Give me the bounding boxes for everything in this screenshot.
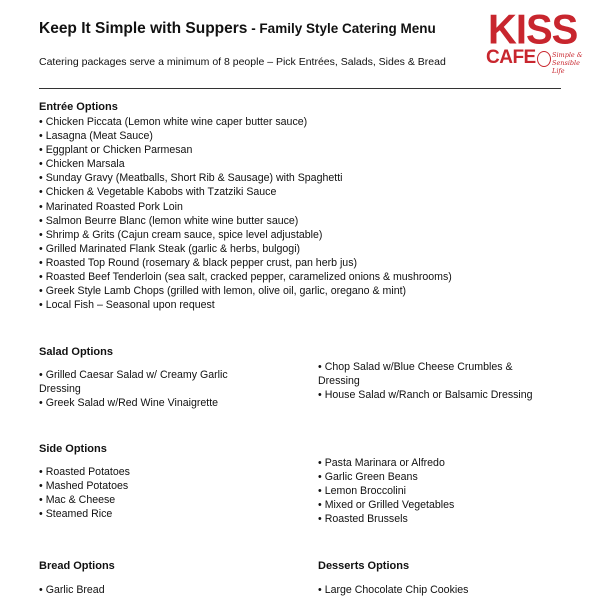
desserts-section-title: Desserts Options: [318, 560, 410, 572]
bullet-icon: •: [39, 494, 43, 507]
list-item: [39, 129, 579, 143]
bullet-icon: •: [39, 214, 43, 227]
list-item: [39, 157, 579, 171]
logo-heart-icon: [537, 51, 551, 67]
list-item-text: Chicken Piccata (Lemon white wine caper butter sauce): [45, 116, 308, 128]
list-item-text: Chop Salad w/Blue Cheese Crumbles & Dressing: [318, 361, 513, 388]
subtitle: Catering packages serve a minimum of 8 people – Pick Entrées, Salads, Sides & Bread: [39, 56, 446, 68]
salad-list-right: [318, 360, 538, 402]
list-item: [39, 396, 251, 410]
bullet-icon: •: [39, 508, 43, 521]
side-section-title: Side Options: [39, 443, 107, 455]
bullet-icon: •: [39, 466, 43, 478]
list-item-text: Chicken & Vegetable Kabobs with Tzatziki Sauce: [45, 186, 277, 199]
list-item: [39, 507, 239, 521]
bullet-icon: •: [318, 361, 322, 373]
bullet-icon: •: [39, 130, 43, 143]
list-item: [39, 185, 579, 199]
logo-kiss-text: KISS: [488, 6, 578, 54]
list-item-text: Steamed Rice: [45, 508, 113, 521]
list-item-text: House Salad w/Ranch or Balsamic Dressing: [324, 389, 533, 402]
list-item: [39, 228, 579, 242]
list-item-text: Local Fish – Seasonal upon request: [45, 299, 215, 312]
list-item-text: Shrimp & Grits (Cajun cream sauce, spice level adjustable): [45, 228, 323, 241]
bread-section-title: Bread Options: [39, 560, 115, 572]
page-title: [39, 20, 479, 38]
salad-section-title: Salad Options: [39, 346, 113, 358]
list-item-text: Grilled Marinated Flank Steak (garlic & herbs, bulgogi): [45, 242, 301, 255]
title-main: Keep It Simple with Suppers: [39, 20, 248, 37]
bullet-icon: •: [39, 186, 43, 199]
salad-list-left: [39, 368, 251, 410]
list-item: [318, 583, 558, 597]
list-item-text: Mixed or Grilled Vegetables: [324, 499, 455, 512]
list-item-text: Pasta Marinara or Alfredo: [324, 457, 445, 469]
bullet-icon: •: [318, 499, 322, 512]
list-item: [318, 470, 558, 484]
list-item: [39, 143, 579, 157]
bullet-icon: •: [39, 242, 43, 255]
list-item: [318, 512, 558, 526]
bullet-icon: •: [39, 285, 43, 298]
list-item-text: Greek Style Lamb Chops (grilled with lemon, olive oil, garlic, oregano & mint): [45, 285, 407, 298]
bullet-icon: •: [39, 158, 43, 171]
bullet-icon: •: [318, 513, 322, 526]
list-item: [39, 583, 239, 597]
entree-list: [39, 115, 579, 312]
list-item-text: Roasted Potatoes: [45, 466, 130, 478]
bullet-icon: •: [39, 144, 43, 157]
list-item: [39, 465, 239, 479]
list-item-text: Large Chocolate Chip Cookies: [324, 584, 469, 596]
list-item-text: Lasagna (Meat Sauce): [45, 130, 153, 143]
list-item-text: Garlic Green Beans: [324, 471, 418, 484]
list-item: [318, 456, 558, 470]
list-item: [39, 115, 579, 129]
bullet-icon: •: [39, 584, 43, 596]
list-item: [39, 493, 239, 507]
entree-section-title: Entrée Options: [39, 101, 118, 113]
bullet-icon: •: [39, 271, 43, 284]
list-item-text: Marinated Roasted Pork Loin: [45, 200, 183, 213]
bullet-icon: •: [39, 397, 43, 410]
bullet-icon: •: [39, 480, 43, 493]
bullet-icon: •: [39, 200, 43, 213]
desserts-list: [318, 583, 558, 597]
bullet-icon: •: [39, 172, 43, 185]
list-item-text: Roasted Brussels: [324, 513, 408, 526]
bullet-icon: •: [39, 228, 43, 241]
bullet-icon: •: [318, 485, 322, 498]
bread-list: [39, 583, 239, 597]
list-item-text: Grilled Caesar Salad w/ Creamy Garlic Dressing: [39, 369, 228, 396]
title-sub: - Family Style Catering Menu: [247, 21, 436, 36]
side-list-right: [318, 456, 558, 526]
list-item-text: Salmon Beurre Blanc (lemon white wine butter sauce): [45, 214, 299, 227]
list-item: [39, 171, 579, 185]
list-item: [39, 270, 579, 284]
list-item: [39, 479, 239, 493]
list-item: [318, 484, 558, 498]
list-item: [318, 498, 558, 512]
bullet-icon: •: [39, 116, 43, 128]
bullet-icon: •: [318, 389, 322, 402]
list-item: [39, 214, 579, 228]
logo-tagline: Simple & Sensible Life: [552, 51, 583, 75]
list-item-text: Sunday Gravy (Meatballs, Short Rib & Sausage) with Spaghetti: [45, 172, 343, 185]
list-item-text: Mashed Potatoes: [45, 480, 129, 493]
list-item-text: Greek Salad w/Red Wine Vinaigrette: [45, 397, 219, 410]
list-item: [318, 388, 538, 402]
bullet-icon: •: [39, 256, 43, 269]
list-item: [39, 200, 579, 214]
list-item: [318, 360, 538, 388]
list-item-text: Chicken Marsala: [45, 158, 125, 171]
bullet-icon: •: [318, 471, 322, 484]
list-item: [39, 368, 251, 396]
bullet-icon: •: [39, 299, 43, 312]
list-item: [39, 242, 579, 256]
list-item-text: Roasted Top Round (rosemary & black pepper crust, pan herb jus): [45, 256, 358, 269]
bullet-icon: •: [39, 369, 43, 381]
logo-cafe-text: CAFE: [486, 47, 536, 68]
list-item-text: Mac & Cheese: [45, 494, 116, 507]
list-item-text: Garlic Bread: [45, 584, 105, 596]
header-divider: [39, 88, 561, 89]
list-item-text: Eggplant or Chicken Parmesan: [45, 144, 193, 157]
list-item: [39, 256, 579, 270]
list-item-text: Lemon Broccolini: [324, 485, 406, 498]
kiss-cafe-logo: [482, 6, 594, 75]
bullet-icon: •: [318, 457, 322, 469]
list-item: [39, 298, 579, 312]
list-item-text: Roasted Beef Tenderloin (sea salt, cracked pepper, caramelized onions & mushrooms): [45, 271, 452, 284]
side-list-left: [39, 465, 239, 521]
bullet-icon: •: [318, 584, 322, 596]
list-item: [39, 284, 579, 298]
